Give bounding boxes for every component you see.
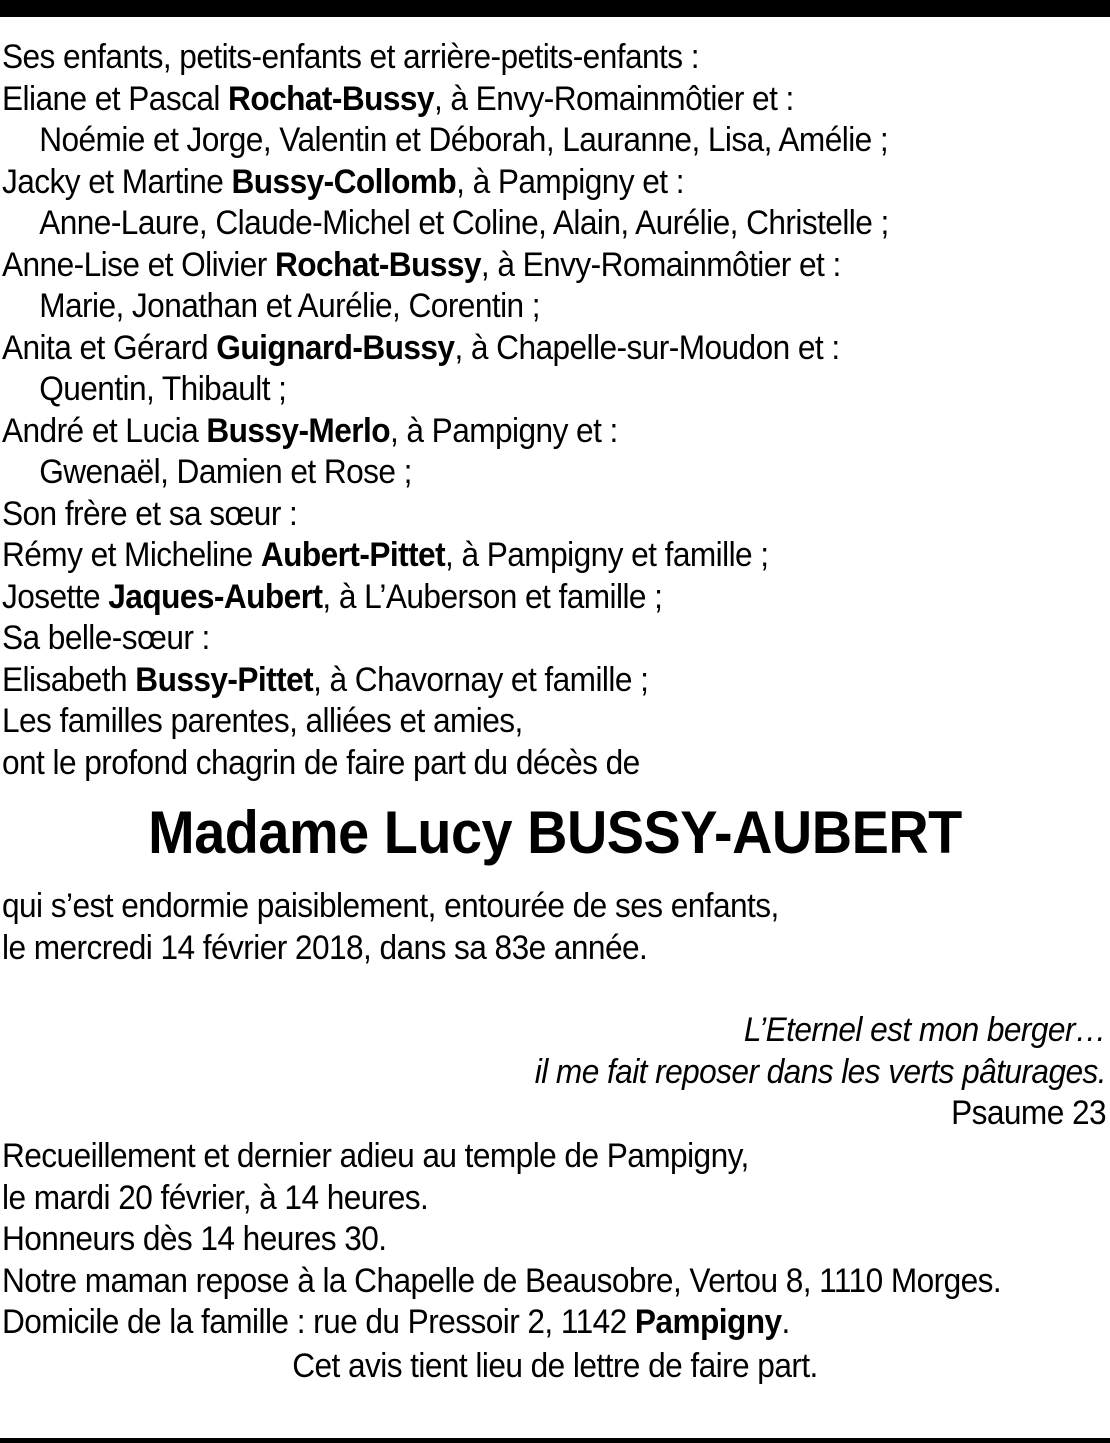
- family-pre: Josette: [2, 577, 109, 616]
- family-line: Sa belle-sœur :: [2, 619, 210, 657]
- family-pre: Elisabeth: [2, 660, 136, 699]
- top-rule: [0, 0, 1110, 17]
- service-line: Honneurs dès 14 heures 30.: [2, 1220, 387, 1258]
- service-line: le mardi 20 février, à 14 heures.: [2, 1178, 429, 1217]
- family-pre: André et Lucia: [2, 411, 207, 450]
- family-name: Aubert-Pittet: [260, 536, 446, 574]
- psalm-quote: [399, 1010, 1106, 1135]
- family-post: , à Pampigny et :: [389, 411, 618, 450]
- family-line: Son frère et sa sœur :: [2, 494, 298, 533]
- family-subline: Noémie et Jorge, Valentin et Déborah, Lauranne, Lisa, Amélie ;: [39, 121, 889, 159]
- family-line: [2, 411, 1029, 453]
- family-name: Jaques-Aubert: [108, 577, 323, 616]
- family-name: Rochat-Bussy: [228, 79, 434, 118]
- death-line: le mercredi 14 février 2018, dans sa 83e année.: [2, 928, 648, 967]
- family-post: , à Envy-Romainmôtier et :: [480, 245, 841, 284]
- family-pre: Jacky et Martine: [2, 162, 232, 201]
- family-post: , à Envy-Romainmôtier et :: [433, 79, 794, 118]
- family-line: [2, 162, 1029, 204]
- service-line: Notre maman repose à la Chapelle de Beausobre, Vertou 8, 1110 Morges.: [2, 1261, 1002, 1300]
- family-post: , à Pampigny et famille ;: [445, 536, 769, 574]
- quote-source: Psaume 23: [951, 1094, 1106, 1132]
- family-line: [2, 245, 1029, 287]
- family-name: Bussy-Collomb: [231, 162, 457, 201]
- family-post: , à Pampigny et :: [456, 162, 684, 201]
- family-line: [2, 577, 1029, 619]
- family-list: [2, 37, 1029, 784]
- family-line: [2, 660, 1029, 702]
- quote-line: il me fait reposer dans les verts pâturages.: [534, 1052, 1106, 1091]
- family-pre: Rémy et Micheline: [2, 536, 261, 574]
- family-line: [2, 328, 1029, 370]
- service-line: Recueillement et dernier adieu au temple de Pampigny,: [2, 1137, 749, 1175]
- family-name: Rochat-Bussy: [274, 245, 481, 284]
- address-town: Pampigny: [634, 1303, 782, 1341]
- quote-line: L’Eternel est mon berger…: [743, 1011, 1106, 1049]
- service-details: [2, 1136, 1029, 1344]
- deceased-name: Madame Lucy BUSSY-AUBERT: [148, 799, 962, 866]
- closing-note: Cet avis tient lieu de lettre de faire part.: [292, 1347, 818, 1385]
- family-pre: Anne-Lise et Olivier: [2, 245, 275, 284]
- address-end: .: [781, 1303, 790, 1341]
- family-line: [2, 79, 1029, 121]
- family-pre: Anita et Gérard: [2, 328, 217, 367]
- family-subline: Quentin, Thibault ;: [39, 370, 287, 408]
- family-pre: Eliane et Pascal: [2, 79, 229, 118]
- bottom-rule: [0, 1438, 1110, 1443]
- family-name: Bussy-Merlo: [206, 411, 390, 450]
- family-line: [2, 535, 1029, 577]
- family-post: , à Chavornay et famille ;: [313, 660, 649, 699]
- death-line: qui s’est endormie paisiblement, entourée de ses enfants,: [2, 887, 779, 925]
- family-address: [2, 1302, 1029, 1344]
- address-text: Domicile de la famille : rue du Pressoir 2, 1142: [2, 1303, 635, 1341]
- family-line: Ses enfants, petits-enfants et arrière-petits-enfants :: [2, 38, 699, 76]
- family-subline: Anne-Laure, Claude-Michel et Coline, Alain, Aurélie, Christelle ;: [39, 204, 889, 242]
- family-subline: Gwenaël, Damien et Rose ;: [39, 453, 412, 491]
- family-subline: Marie, Jonathan et Aurélie, Corentin ;: [39, 287, 541, 325]
- family-name: Bussy-Pittet: [135, 660, 314, 699]
- death-details: [2, 886, 1029, 969]
- family-post: , à L’Auberson et famille ;: [322, 577, 663, 616]
- family-post: , à Chapelle-sur-Moudon et :: [454, 328, 840, 367]
- family-name: Guignard-Bussy: [216, 328, 455, 367]
- family-line: Les familles parentes, alliées et amies,: [2, 702, 523, 740]
- family-line: ont le profond chagrin de faire part du décès de: [2, 743, 640, 782]
